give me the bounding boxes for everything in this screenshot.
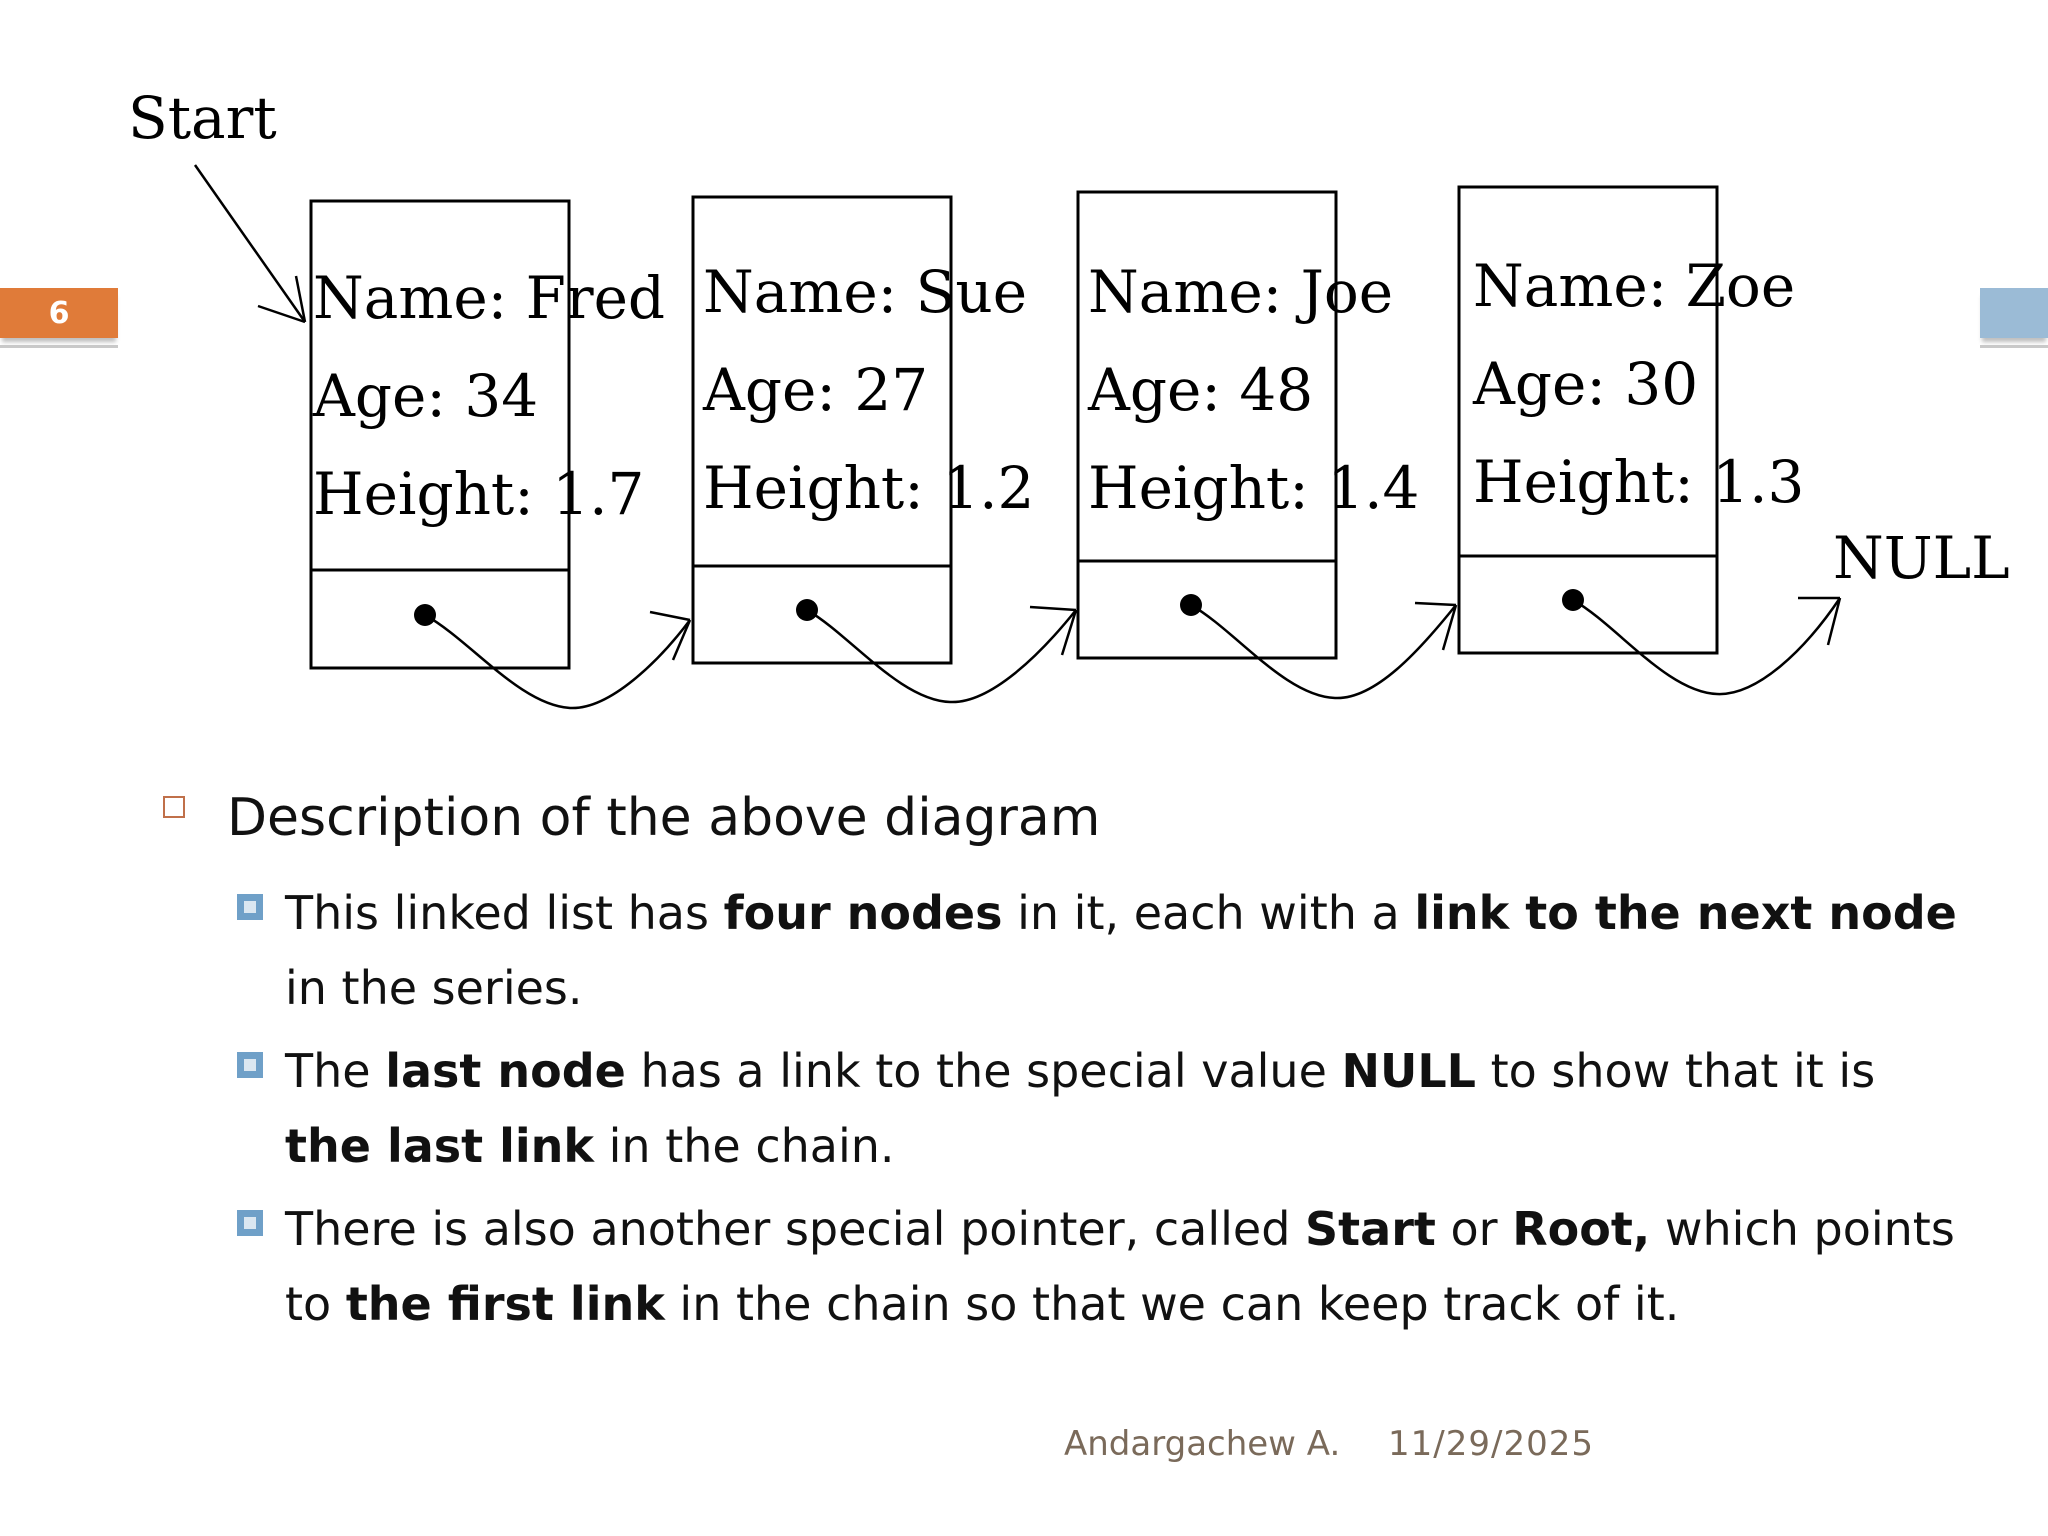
start-arrow: [195, 165, 305, 322]
slide-content: [155, 778, 1985, 1350]
bold-text: Root,: [1512, 1202, 1651, 1256]
text-run: in it, each with a: [1002, 886, 1415, 940]
text-run: or: [1435, 1202, 1513, 1256]
point-text: [285, 1192, 1975, 1342]
node-age: Age: 34: [313, 362, 539, 430]
heading-text: Description of the above diagram: [227, 788, 1101, 848]
square-bullet-icon: [237, 1052, 263, 1078]
node-name: Name: Joe: [1088, 258, 1394, 326]
node-age: Age: 27: [703, 356, 929, 424]
node-name: Name: Zoe: [1473, 252, 1796, 320]
bullet-heading: [155, 778, 1985, 858]
hollow-square-bullet-icon: [163, 796, 185, 818]
footer-date: 11/29/2025: [1388, 1424, 1594, 1464]
slide-number: 6: [0, 288, 118, 338]
footer-author: Andargachew A.: [1064, 1424, 1341, 1464]
text-run: in the chain.: [594, 1119, 895, 1173]
bullet-point-1: [237, 876, 1985, 1026]
text-run: The: [285, 1044, 386, 1098]
node-height: Height: 1.2: [703, 454, 1035, 522]
bold-text: last node: [385, 1044, 626, 1098]
start-label: Start: [128, 84, 277, 152]
bold-text: the first link: [345, 1277, 665, 1331]
node-name: Name: Fred: [313, 264, 666, 332]
text-run: has a link to the special value: [625, 1044, 1342, 1098]
link-arrow-null: [1573, 598, 1840, 694]
link-arrow-2: [807, 607, 1076, 702]
text-run: There is also another special pointer, called: [285, 1202, 1306, 1256]
bold-text: four nodes: [723, 886, 1003, 940]
text-run: to show that it is: [1476, 1044, 1876, 1098]
text-run: in the series.: [285, 961, 583, 1015]
point-text: [285, 876, 1975, 1026]
bold-text: the last link: [285, 1119, 595, 1173]
node-sue: [693, 197, 1034, 663]
node-name: Name: Sue: [703, 258, 1028, 326]
text-run: in the chain so that we can keep track of it.: [664, 1277, 1680, 1331]
node-age: Age: 48: [1088, 356, 1314, 424]
link-arrow-1: [425, 612, 690, 708]
node-zoe: [1459, 187, 1804, 653]
link-arrow-3: [1191, 603, 1456, 698]
bullet-point-3: [237, 1192, 1985, 1342]
node-height: Height: 1.7: [313, 460, 645, 528]
bullet-point-2: [237, 1034, 1985, 1184]
node-joe: [1078, 192, 1419, 658]
node-height: Height: 1.4: [1088, 454, 1420, 522]
text-run: which points to: [285, 1202, 1955, 1331]
bold-text: link to the next node: [1414, 886, 1957, 940]
text-run: This linked list has: [285, 886, 724, 940]
bold-text: Start: [1305, 1202, 1436, 1256]
linked-list-diagram: [0, 0, 2048, 760]
point-text: [285, 1034, 1975, 1184]
bold-text: NULL: [1341, 1044, 1476, 1098]
square-bullet-icon: [237, 1210, 263, 1236]
null-label: NULL: [1833, 524, 2010, 592]
node-height: Height: 1.3: [1473, 448, 1805, 516]
node-fred: [311, 201, 665, 668]
square-bullet-icon: [237, 894, 263, 920]
node-age: Age: 30: [1473, 350, 1699, 418]
